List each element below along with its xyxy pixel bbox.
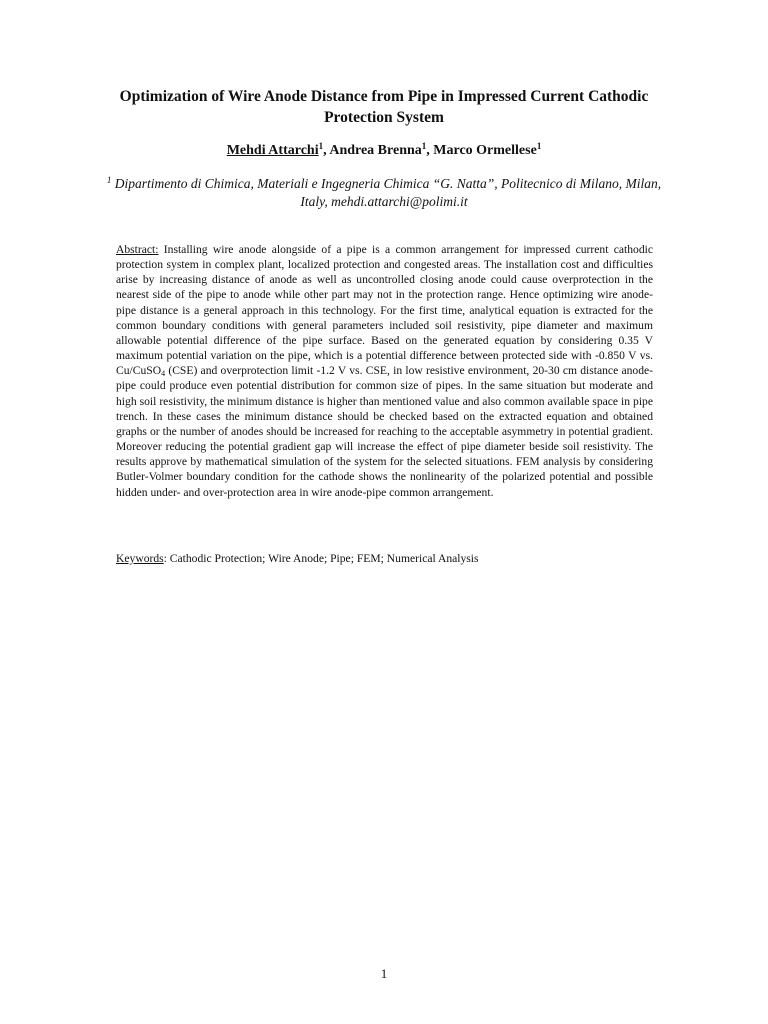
keywords	[116, 551, 653, 566]
affiliation	[100, 175, 668, 211]
paper-title: Optimization of Wire Anode Distance from Pipe in Impressed Current Cathodic Protection System	[119, 88, 649, 126]
affiliation-text: Dipartimento di Chimica, Materiali e Ingegneria Chimica “G. Natta”, Politecnico di Milano, Milan, Italy, mehdi.attarchi@polimi.it	[114, 176, 662, 209]
page-number: 1	[380, 966, 388, 981]
abstract-subscript: 4	[161, 369, 166, 379]
author-separator: ,	[426, 143, 434, 158]
author-name: Marco Ormellese	[433, 143, 537, 158]
abstract-label: Abstract:	[116, 243, 159, 256]
affiliation-marker: 1	[106, 175, 112, 185]
author-separator: ,	[323, 143, 330, 158]
author-list	[100, 141, 668, 161]
keywords-label: Keywords	[116, 552, 164, 565]
author-affiliation-marker: 1	[421, 141, 427, 151]
author-name: Mehdi Attarchi	[226, 143, 319, 158]
abstract	[116, 242, 653, 500]
author-name: Andrea Brenna	[329, 143, 422, 158]
author-affiliation-marker: 1	[318, 141, 324, 151]
author-affiliation-marker: 1	[536, 141, 542, 151]
keywords-text: : Cathodic Protection; Wire Anode; Pipe; FEM; Numerical Analysis	[163, 552, 479, 565]
abstract-text: Installing wire anode alongside of a pipe is a common arrangement for impressed current cathodic protection system in complex plant, localized protection and congested areas. The installation cost and difficulties arise by increasing distance of anode as well as uncontrolled closing anode could cause overprotection in the nearest side of the pipe to anode while other part may not in the protection range. Hence optimizing wire anode-pipe distance is a general approach in this technology. For the first time, analytical equation is extracted for the common boundary conditions with general parameters included soil resistivity, pipe diameter and maximum allowable potential difference of the pipe surface. Based on the generated equation by considering 0.35 V maximum potential variation on the pipe, which is a potential difference between protected side with -0.850 V vs. Cu/CuSO	[116, 243, 653, 378]
abstract-text-continued: (CSE) and overprotection limit -1.2 V vs. CSE, in low resistive environment, 20-30 cm distance anode-pipe could produce even potential distribution for common size of pipes. In the same situation but moderate and high soil resistivity, the minimum distance is higher than mentioned value and also common available space in pipe trench. In these cases the minimum distance should be checked based on the extracted equation and obtained graphs or the number of anodes should be increased for reaching to the acceptable asymmetry in potential gradient. Moreover reducing the potential gradient gap will increase the effect of pipe diameter beside soil resistivity. The results approve by mathematical simulation of the system for the selected situations. FEM analysis by considering Butler-Volmer boundary condition for the cathode shows the nonlinearity of the polarized potential and possible hidden under- and over-protection area in wire anode-pipe common arrangement.	[116, 364, 653, 499]
